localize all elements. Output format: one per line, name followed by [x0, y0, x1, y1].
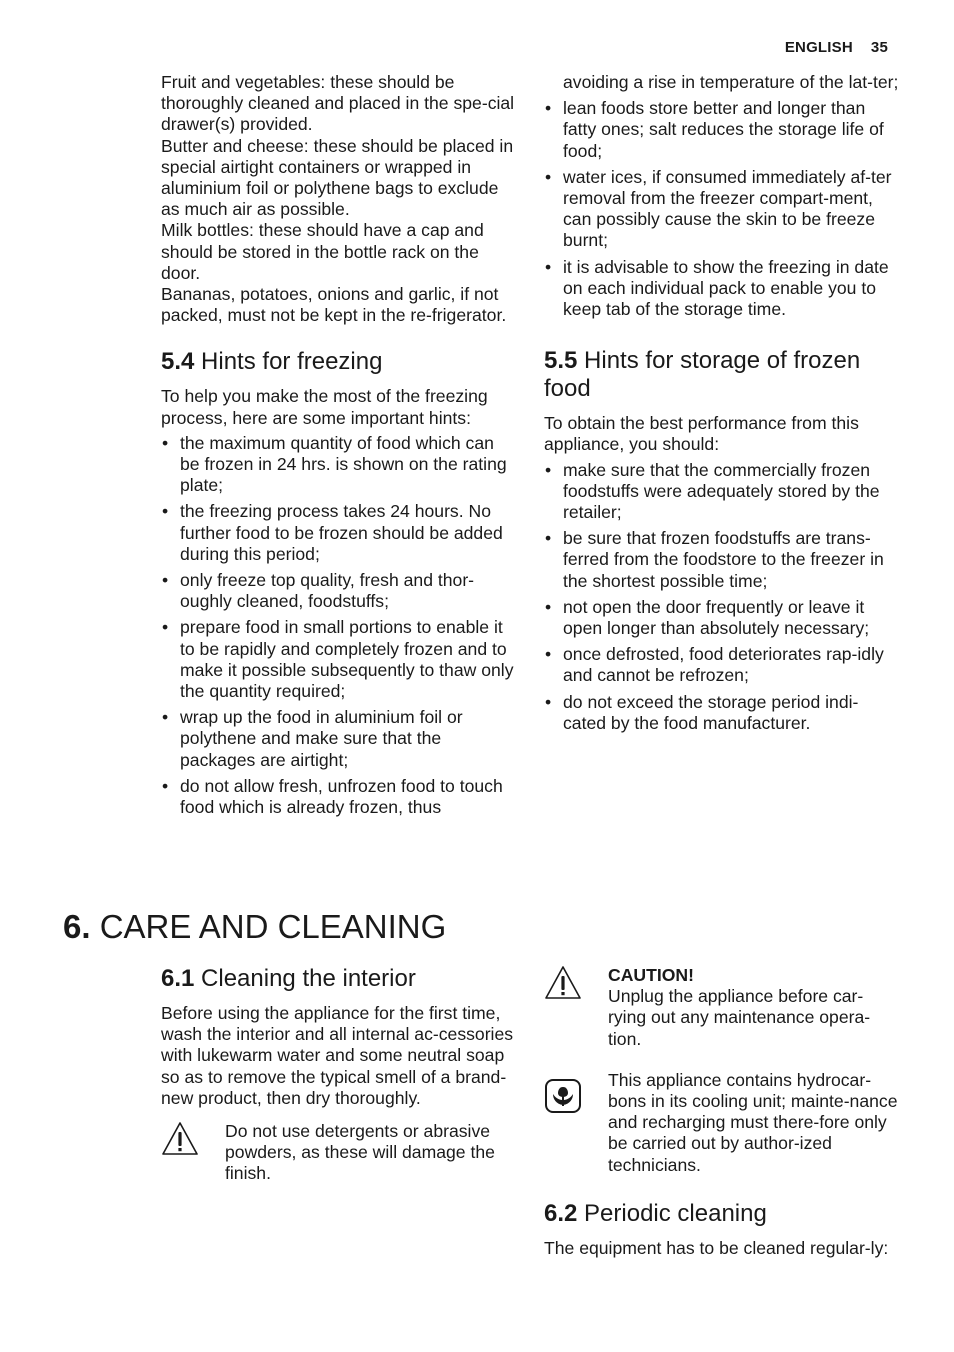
list-item: • not open the door frequently or leave it open longer than absolutely necessary; [544, 597, 900, 639]
paragraph-butter: Butter and cheese: these should be placed in special airtight containers or wrapped in aluminium foil or polythene bags to exclude as much air as possible. [161, 135, 514, 220]
left-column-bottom [161, 965, 516, 1185]
section-number: 5.5 [544, 347, 578, 375]
warning-text: Do not use detergents or abrasive powders, as these will damage the finish. [225, 1121, 495, 1184]
right-column-top [544, 72, 900, 739]
section-title: Cleaning the interior [201, 965, 416, 992]
list-item: • do not allow fresh, unfrozen food to touch food which is already frozen, thus [161, 776, 516, 818]
periodic-cleaning-text: The equipment has to be cleaned regular-ly: [544, 1237, 889, 1258]
section-number: 6.1 [161, 965, 195, 992]
list-item: • wrap up the food in aluminium foil or polythene and make sure that the packages are airtight; [161, 707, 516, 771]
section-number: 6.2 [544, 1199, 578, 1227]
section-intro: To obtain the best performance from this appliance, you should: [544, 413, 859, 455]
environment-note [544, 1070, 900, 1176]
list-item: • the maximum quantity of food which can be frozen in 24 hrs. is shown on the rating plate; [161, 433, 516, 497]
freezing-hints-list [161, 433, 516, 818]
list-item: • water ices, if consumed immediately af-ter removal from the freezer compart-ment, can possibly cause the skin to be freeze burnt; [544, 167, 900, 252]
paragraph-bananas: Bananas, potatoes, onions and garlic, if not packed, must not be kept in the re-frigerator. [161, 284, 507, 326]
section-heading-5-5 [544, 347, 900, 403]
warning-triangle-icon [544, 965, 582, 1006]
environment-text: This appliance contains hydrocar-bons in its cooling unit; mainte-nance and recharging must there-fore only be carried out by author-ized technicians. [608, 1069, 898, 1175]
section-number: 5.4 [161, 348, 195, 376]
freezing-hints-list-continued [544, 72, 900, 320]
list-item: • be sure that frozen foodstuffs are trans-ferred from the foodstore to the freezer in the shortest possible time; [544, 528, 900, 592]
list-item: • the freezing process takes 24 hours. No further food to be frozen should be added during this period; [161, 501, 516, 565]
section-intro: To help you make the most of the freezing process, here are some important hints: [161, 386, 488, 428]
section-title: Hints for storage of frozen food [544, 347, 861, 403]
left-column-top [161, 72, 516, 823]
list-item: • only freeze top quality, fresh and thor-oughly cleaned, foodstuffs; [161, 570, 516, 612]
chapter-title-text: CARE AND CLEANING [99, 908, 447, 945]
list-item: • it is advisable to show the freezing in date on each individual pack to enable you to keep tab of the storage time. [544, 257, 900, 321]
list-item: • prepare food in small portions to enable it to be rapidly and completely frozen and to make it possible subsequently to thaw only the quantity required; [161, 617, 516, 702]
caution-label: CAUTION! [608, 965, 695, 985]
page-header [785, 39, 888, 56]
chapter-number: 6. [63, 908, 91, 945]
list-item: • make sure that the commercially frozen foodstuffs were adequately stored by the retailer; [544, 460, 900, 524]
warning-triangle-icon [161, 1121, 199, 1162]
page-number: 35 [870, 39, 888, 56]
warning-note [161, 1121, 516, 1185]
list-item: • do not exceed the storage period indi-cated by the food manufacturer. [544, 692, 900, 734]
section-heading-6-2 [544, 1200, 900, 1228]
list-item: • once defrosted, food deteriorates rap-idly and cannot be refrozen; [544, 644, 900, 686]
language-label: ENGLISH [784, 39, 853, 56]
right-column-bottom [544, 965, 900, 1259]
section-heading-6-1 [161, 965, 516, 993]
cleaning-interior-text: Before using the appliance for the first time, wash the interior and all internal ac-cessories with lukewarm water and some neutral soap so as to remove the typical smell of a brand-new product, then dry thoroughly. [161, 1003, 514, 1108]
caution-note [544, 965, 900, 1050]
section-heading-5-4 [161, 348, 516, 376]
caution-text: Unplug the appliance before car-rying out any maintenance opera-tion. [608, 986, 871, 1049]
section-title: Hints for freezing [201, 348, 383, 376]
paragraph-milk: Milk bottles: these should have a cap and should be stored in the bottle rack on the door. [161, 220, 484, 283]
chapter-title [63, 907, 446, 947]
frozen-storage-list [544, 460, 900, 734]
environment-leaf-icon [544, 1078, 582, 1119]
list-item: • lean foods store better and longer than fatty ones; salt reduces the storage life of food; [544, 98, 900, 162]
paragraph-fruit: Fruit and vegetables: these should be thoroughly cleaned and placed in the spe-cial drawer(s) provided. [161, 72, 515, 135]
list-item-continued: avoiding a rise in temperature of the lat-ter; [563, 72, 899, 92]
section-title: Periodic cleaning [584, 1199, 767, 1227]
